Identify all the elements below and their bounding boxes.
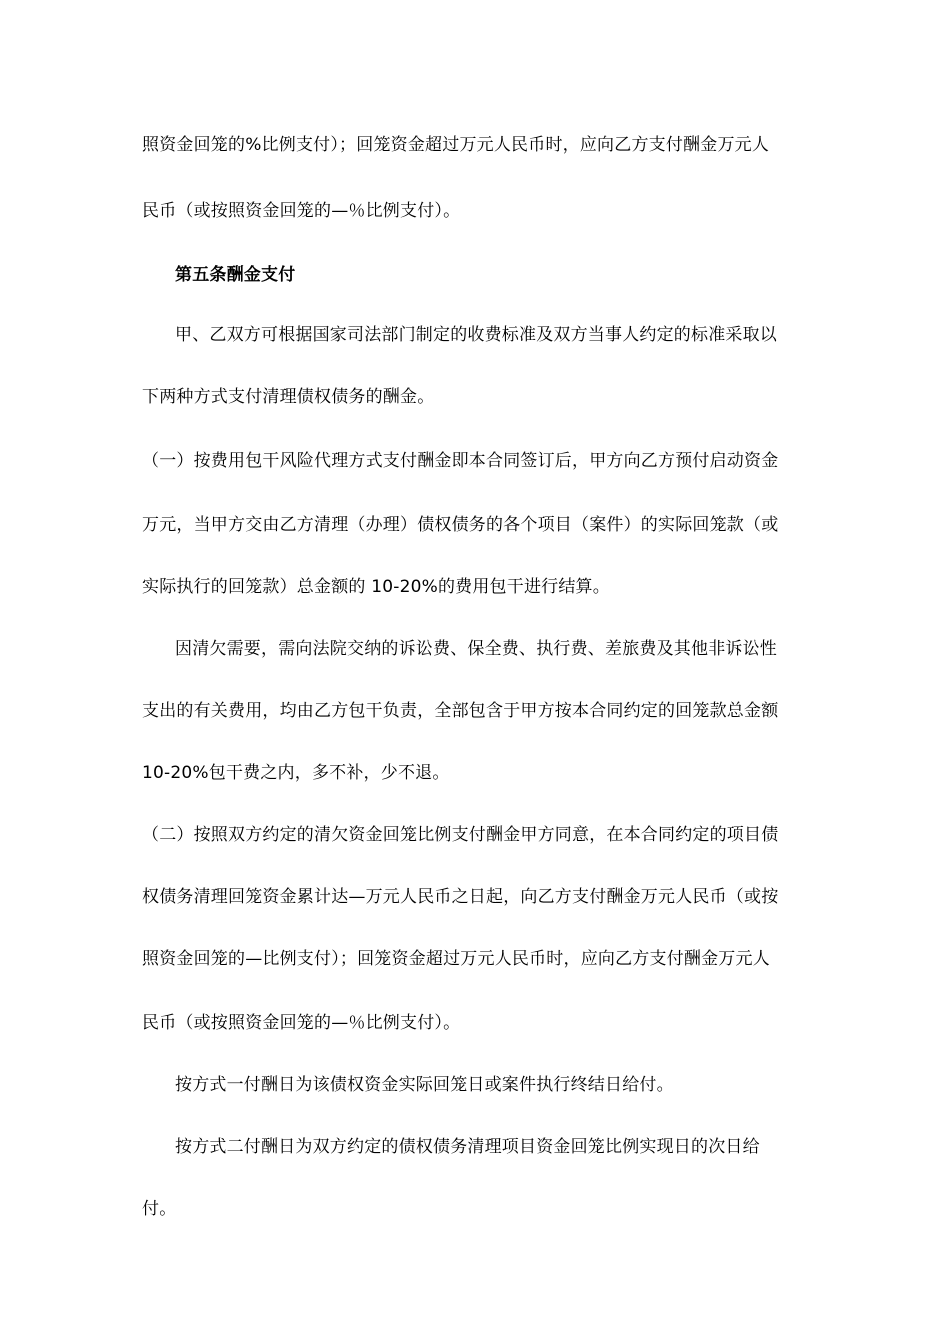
paragraph-line: 10-20%包干费之内，多不补，少不退。: [142, 763, 450, 783]
paragraph-line: 付。: [142, 1199, 177, 1219]
paragraph-line: 甲、乙双方可根据国家司法部门制定的收费标准及双方当事人约定的标准采取以: [175, 325, 777, 345]
paragraph-line: 民币（或按照资金回笼的—％比例支付）。: [142, 201, 461, 221]
paragraph-line: 按方式二付酬日为双方约定的债权债务清理项目资金回笼比例实现日的次日给: [175, 1137, 760, 1157]
paragraph-line: 实际执行的回笼款）总金额的 10-20%的费用包干进行结算。: [142, 577, 610, 597]
paragraph-line: 支出的有关费用，均由乙方包干负责，全部包含于甲方按本合同约定的回笼款总金额: [142, 701, 779, 721]
paragraph-line: 照资金回笼的%比例支付）；回笼资金超过万元人民币时，应向乙方支付酬金万元人: [142, 135, 770, 155]
paragraph-line: 下两种方式支付清理债权债务的酬金。: [142, 387, 435, 407]
paragraph-line: 权债务清理回笼资金累计达—万元人民币之日起，向乙方支付酬金万元人民币（或按: [142, 887, 779, 907]
paragraph-line: 照资金回笼的—比例支付）；回笼资金超过万元人民币时，应向乙方支付酬金万元人: [142, 949, 770, 969]
paragraph-line: 万元，当甲方交由乙方清理（办理）债权债务的各个项目（案件）的实际回笼款（或: [142, 515, 779, 535]
section-heading: 第五条酬金支付: [175, 265, 296, 285]
paragraph-line: 因清欠需要，需向法院交纳的诉讼费、保全费、执行费、差旅费及其他非诉讼性: [175, 639, 777, 659]
paragraph-line: 按方式一付酬日为该债权资金实际回笼日或案件执行终结日给付。: [175, 1075, 674, 1095]
paragraph-line: 民币（或按照资金回笼的—％比例支付）。: [142, 1013, 461, 1033]
paragraph-line: （二）按照双方约定的清欠资金回笼比例支付酬金甲方同意，在本合同约定的项目债: [142, 825, 779, 845]
paragraph-line: （一）按费用包干风险代理方式支付酬金即本合同签订后，甲方向乙方预付启动资金: [142, 451, 779, 471]
